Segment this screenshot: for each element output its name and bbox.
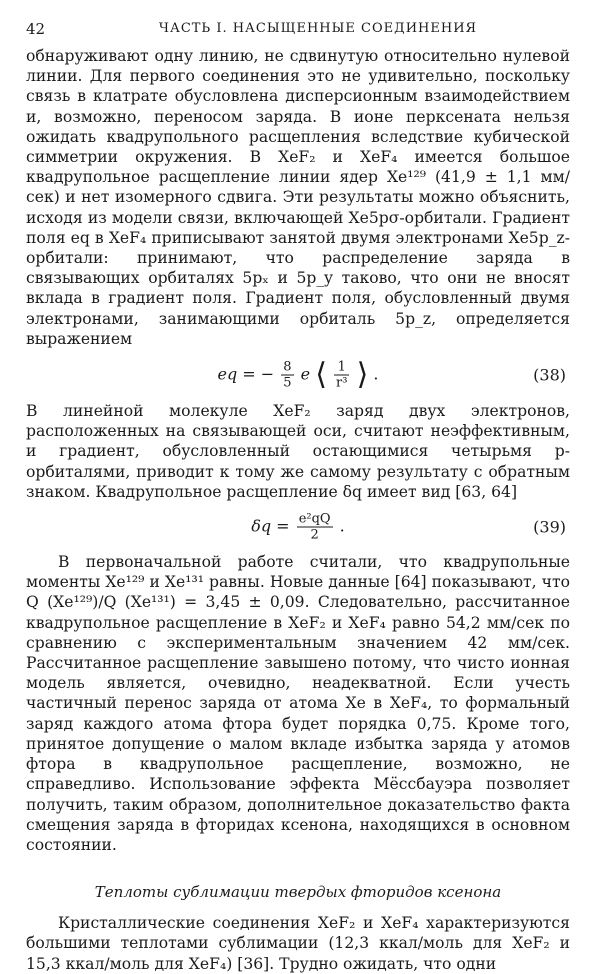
eq39-lhs: δq = <box>251 516 290 536</box>
eq38-lhs: eq = − <box>217 364 275 384</box>
eq38-inner-fraction <box>334 360 349 391</box>
equation-38 <box>26 349 570 401</box>
page-number: 42 <box>26 20 46 38</box>
paragraph-1: обнаруживают одну линию, не сдвинутую относительно нулевой линии. Для первого соединения это не удивительно, поскольку связь в клатрате обусловлена дисперсионным взаимодействием и, возможно, переносом заряда. В ионе перксената нельзя ожидать квадрупольного расщепления вследствие кубической симметрии окружения. В XeF₂ и XeF₄ имеется большое квадрупольное расщепление линии ядер Xe¹²⁹ (41,9 ± 1,1 мм/сек) и нет изомерного сдвига. Эти результаты можно объяснить, исходя из модели связи, включающей Xe5pσ-орбитали. Градиент поля eq в XeF₄ приписывают занятой двумя электронами Xe5p_z-орбитали: принимают, что распределение заряда в связывающих орбиталях 5pₓ и 5p_y таково, что они не вносят вклада в градиент поля. Градиент поля, обусловленный двумя электронами, занимающими орбиталь 5p_z, определяется выражением <box>26 47 570 348</box>
eq38-inner-num: 1 <box>334 360 349 376</box>
paragraph-4: Кристаллические соединения XeF₂ и XeF₄ характеризуются большими теплотами сублимации (12,3 ккал/моль для XeF₂ и 15,3 ккал/моль для XeF₄) [36]. Трудно ожидать, что одни <box>26 914 570 973</box>
left-angle-bracket: ⟨ <box>315 357 327 393</box>
eq39-fraction <box>297 512 333 543</box>
eq38-frac-num: 8 <box>283 359 292 375</box>
page-header <box>26 20 570 46</box>
eq39-frac-den: 2 <box>310 527 319 543</box>
equation-39-number: (39) <box>533 517 566 537</box>
eq38-fraction <box>281 360 293 391</box>
eq38-tail: . <box>373 364 379 384</box>
eq38-frac-den: 5 <box>283 375 292 391</box>
eq39-tail: . <box>339 516 345 536</box>
eq38-inner-den: r³ <box>336 375 348 391</box>
equation-38-number: (38) <box>533 365 566 385</box>
eq39-frac-num: e²qQ <box>298 511 331 527</box>
paragraph-3: В первоначальной работе считали, что квадрупольные моменты Xe¹²⁹ и Xe¹³¹ равны. Новые данные [64] показывают, что Q (Xe¹²⁹)/Q (Xe¹³¹) = 3,45 ± 0,09. Следовательно, рассчитанное квадрупольное расщепление в XeF₂ и XeF₄ равно 54,2 мм/сек по сравнению с экспериментальным значением 42 мм/сек. Рассчитанное расщепление завышено потому, что чисто ионная модель является, очевидно, неадекватной. Если учесть частичный перенос заряда от атома Xe в XeF₄, то формальный заряд каждого атома фтора будет порядка 0,75. Кроме того, принятое допущение о малом вкладе избытка заряда у атомов фтора в квадрупольное расщепление, возможно, не справедливо. Использование эффекта Мёссбауэра позволяет получить, таким образом, дополнительное доказательство факта смещения заряда в фторидах ксенона, находящихся в основном состоянии. <box>26 553 570 854</box>
right-angle-bracket: ⟩ <box>356 357 369 393</box>
equation-39-body <box>26 512 570 543</box>
running-title: ЧАСТЬ I. НАСЫЩЕННЫЕ СОЕДИНЕНИЯ <box>158 21 478 36</box>
equation-38-body <box>26 357 570 393</box>
section-title: Теплоты сублимации твердых фторидов ксенона <box>94 883 502 902</box>
paragraph-2: В линейной молекуле XeF₂ заряд двух электронов, расположенных на связывающей оси, считают неэффективным, и градиент, обусловленный остающимися четырьмя p-орбиталями, приводит к тому же самому результату с обратным знаком. Квадрупольное расщепление δq имеет вид [63, 64] <box>26 402 570 501</box>
equation-39 <box>26 502 570 552</box>
page <box>26 20 570 974</box>
eq38-mid: e <box>300 364 311 384</box>
